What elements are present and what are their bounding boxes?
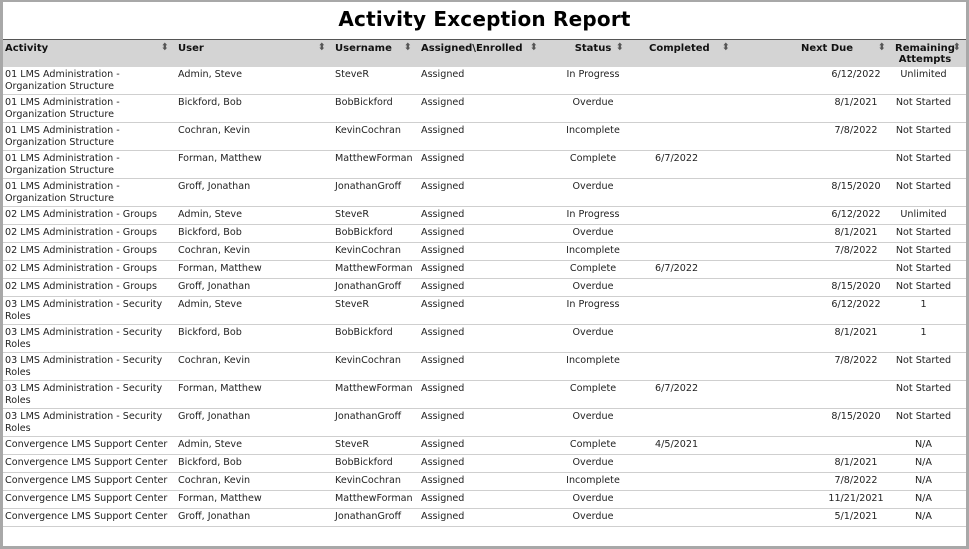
- cell-username: JonathanGroff: [333, 509, 419, 527]
- cell-remaining: Unlimited: [893, 67, 966, 95]
- cell-remaining: N/A: [893, 509, 966, 527]
- cell-user: Cochran, Kevin: [176, 473, 333, 491]
- cell-assigned: Assigned: [419, 179, 545, 207]
- cell-username: SteveR: [333, 207, 419, 225]
- column-header-completed[interactable]: Completed ⬍: [641, 40, 761, 67]
- table-row[interactable]: [3, 455, 966, 473]
- cell-status: Overdue: [545, 509, 641, 527]
- column-header-activity[interactable]: Activity ⬍: [3, 40, 176, 67]
- cell-status: Complete: [545, 437, 641, 455]
- cell-user: Admin, Steve: [176, 207, 333, 225]
- cell-status: Overdue: [545, 95, 641, 123]
- cell-assigned: Assigned: [419, 437, 545, 455]
- cell-activity: 02 LMS Administration - Groups: [3, 243, 176, 261]
- cell-assigned: Assigned: [419, 225, 545, 243]
- sort-updown-icon[interactable]: ⬍: [161, 42, 169, 54]
- cell-username: MatthewForman: [333, 491, 419, 509]
- cell-activity: 03 LMS Administration - Security Roles: [3, 325, 176, 353]
- cell-remaining: Not Started: [893, 225, 966, 243]
- cell-next-due: 8/15/2020: [761, 409, 893, 437]
- cell-status: Overdue: [545, 409, 641, 437]
- table-row[interactable]: [3, 243, 966, 261]
- cell-user: Admin, Steve: [176, 67, 333, 95]
- cell-username: JonathanGroff: [333, 279, 419, 297]
- cell-user: Groff, Jonathan: [176, 509, 333, 527]
- cell-user: Forman, Matthew: [176, 151, 333, 179]
- cell-completed: [641, 491, 761, 509]
- cell-remaining: N/A: [893, 437, 966, 455]
- cell-username: SteveR: [333, 67, 419, 95]
- cell-next-due: 8/15/2020: [761, 179, 893, 207]
- cell-user: Cochran, Kevin: [176, 353, 333, 381]
- cell-username: BobBickford: [333, 95, 419, 123]
- cell-next-due: 7/8/2022: [761, 243, 893, 261]
- cell-user: Groff, Jonathan: [176, 179, 333, 207]
- cell-username: MatthewForman: [333, 151, 419, 179]
- cell-next-due: [761, 381, 893, 409]
- cell-username: KevinCochran: [333, 123, 419, 151]
- cell-activity: 01 LMS Administration - Organization Structure: [3, 179, 176, 207]
- table-row[interactable]: [3, 509, 966, 527]
- cell-username: BobBickford: [333, 325, 419, 353]
- table-row[interactable]: [3, 381, 966, 409]
- cell-status: Overdue: [545, 325, 641, 353]
- cell-status: Incomplete: [545, 243, 641, 261]
- cell-completed: [641, 225, 761, 243]
- cell-username: SteveR: [333, 437, 419, 455]
- cell-status: In Progress: [545, 207, 641, 225]
- cell-remaining: Not Started: [893, 179, 966, 207]
- cell-completed: [641, 455, 761, 473]
- cell-completed: [641, 473, 761, 491]
- cell-completed: 6/7/2022: [641, 261, 761, 279]
- cell-activity: 02 LMS Administration - Groups: [3, 279, 176, 297]
- cell-activity: Convergence LMS Support Center: [3, 437, 176, 455]
- cell-next-due: 7/8/2022: [761, 473, 893, 491]
- table-row[interactable]: [3, 95, 966, 123]
- cell-assigned: Assigned: [419, 261, 545, 279]
- cell-remaining: Not Started: [893, 353, 966, 381]
- cell-assigned: Assigned: [419, 95, 545, 123]
- table-row[interactable]: [3, 261, 966, 279]
- cell-status: Incomplete: [545, 353, 641, 381]
- cell-completed: [641, 95, 761, 123]
- cell-user: Bickford, Bob: [176, 95, 333, 123]
- cell-next-due: 8/15/2020: [761, 279, 893, 297]
- sort-updown-icon[interactable]: ⬍: [318, 42, 326, 54]
- cell-user: Cochran, Kevin: [176, 243, 333, 261]
- cell-assigned: Assigned: [419, 297, 545, 325]
- cell-activity: 02 LMS Administration - Groups: [3, 261, 176, 279]
- cell-completed: [641, 409, 761, 437]
- table-row[interactable]: [3, 325, 966, 353]
- cell-next-due: 6/12/2022: [761, 297, 893, 325]
- cell-assigned: Assigned: [419, 207, 545, 225]
- cell-activity: Convergence LMS Support Center: [3, 509, 176, 527]
- cell-assigned: Assigned: [419, 455, 545, 473]
- table-row[interactable]: [3, 179, 966, 207]
- cell-next-due: 6/12/2022: [761, 67, 893, 95]
- cell-status: Overdue: [545, 179, 641, 207]
- table-row[interactable]: [3, 123, 966, 151]
- cell-completed: [641, 509, 761, 527]
- cell-activity: Convergence LMS Support Center: [3, 473, 176, 491]
- cell-user: Forman, Matthew: [176, 381, 333, 409]
- column-header-username[interactable]: Username ⬍: [333, 40, 419, 67]
- cell-activity: 01 LMS Administration - Organization Structure: [3, 151, 176, 179]
- cell-remaining: Not Started: [893, 95, 966, 123]
- cell-user: Bickford, Bob: [176, 325, 333, 353]
- cell-remaining: Not Started: [893, 123, 966, 151]
- report-title: Activity Exception Report: [338, 7, 631, 31]
- column-header-next-due[interactable]: Next Due ⬍: [761, 40, 893, 67]
- cell-user: Bickford, Bob: [176, 225, 333, 243]
- cell-completed: [641, 207, 761, 225]
- table-row[interactable]: [3, 297, 966, 325]
- cell-status: Incomplete: [545, 123, 641, 151]
- cell-activity: 03 LMS Administration - Security Roles: [3, 381, 176, 409]
- cell-status: In Progress: [545, 67, 641, 95]
- cell-completed: [641, 297, 761, 325]
- table-row[interactable]: [3, 207, 966, 225]
- cell-status: Overdue: [545, 225, 641, 243]
- cell-username: SteveR: [333, 297, 419, 325]
- cell-username: BobBickford: [333, 225, 419, 243]
- cell-activity: 01 LMS Administration - Organization Structure: [3, 67, 176, 95]
- cell-next-due: 7/8/2022: [761, 123, 893, 151]
- cell-next-due: 8/1/2021: [761, 455, 893, 473]
- cell-next-due: 8/1/2021: [761, 95, 893, 123]
- cell-activity: Convergence LMS Support Center: [3, 455, 176, 473]
- cell-activity: Convergence LMS Support Center: [3, 491, 176, 509]
- table-header-row: [3, 40, 966, 67]
- cell-next-due: 8/1/2021: [761, 325, 893, 353]
- table-row[interactable]: [3, 67, 966, 95]
- cell-activity: 02 LMS Administration - Groups: [3, 207, 176, 225]
- activity-exception-table: [3, 39, 966, 527]
- sort-updown-icon[interactable]: ⬍: [616, 42, 624, 54]
- cell-assigned: Assigned: [419, 353, 545, 381]
- cell-remaining: N/A: [893, 455, 966, 473]
- sort-updown-icon[interactable]: ⬍: [722, 42, 730, 54]
- cell-next-due: [761, 261, 893, 279]
- cell-next-due: 8/1/2021: [761, 225, 893, 243]
- cell-activity: 01 LMS Administration - Organization Structure: [3, 123, 176, 151]
- cell-status: Overdue: [545, 279, 641, 297]
- cell-assigned: Assigned: [419, 325, 545, 353]
- table-row[interactable]: [3, 473, 966, 491]
- cell-username: MatthewForman: [333, 381, 419, 409]
- cell-next-due: 7/8/2022: [761, 353, 893, 381]
- cell-status: Overdue: [545, 491, 641, 509]
- cell-status: Incomplete: [545, 473, 641, 491]
- cell-remaining: Not Started: [893, 381, 966, 409]
- cell-username: MatthewForman: [333, 261, 419, 279]
- cell-status: Overdue: [545, 455, 641, 473]
- cell-username: KevinCochran: [333, 473, 419, 491]
- cell-completed: [641, 325, 761, 353]
- cell-remaining: N/A: [893, 491, 966, 509]
- cell-user: Cochran, Kevin: [176, 123, 333, 151]
- cell-completed: [641, 123, 761, 151]
- cell-username: JonathanGroff: [333, 179, 419, 207]
- cell-username: KevinCochran: [333, 353, 419, 381]
- cell-username: JonathanGroff: [333, 409, 419, 437]
- cell-next-due: [761, 437, 893, 455]
- cell-user: Groff, Jonathan: [176, 279, 333, 297]
- cell-status: Complete: [545, 151, 641, 179]
- column-header-assigned-enrolled[interactable]: Assigned\Enrolled ⬍: [419, 40, 545, 67]
- cell-status: In Progress: [545, 297, 641, 325]
- cell-completed: [641, 243, 761, 261]
- cell-completed: [641, 179, 761, 207]
- cell-next-due: 5/1/2021: [761, 509, 893, 527]
- table-row[interactable]: [3, 151, 966, 179]
- cell-activity: 03 LMS Administration - Security Roles: [3, 297, 176, 325]
- cell-username: KevinCochran: [333, 243, 419, 261]
- cell-username: BobBickford: [333, 455, 419, 473]
- cell-remaining: Not Started: [893, 409, 966, 437]
- cell-remaining: Not Started: [893, 261, 966, 279]
- cell-next-due: [761, 151, 893, 179]
- cell-assigned: Assigned: [419, 67, 545, 95]
- cell-assigned: Assigned: [419, 151, 545, 179]
- sort-updown-icon[interactable]: ⬍: [404, 42, 412, 54]
- cell-user: Forman, Matthew: [176, 261, 333, 279]
- cell-assigned: Assigned: [419, 409, 545, 437]
- table-row[interactable]: [3, 279, 966, 297]
- cell-activity: 01 LMS Administration - Organization Structure: [3, 95, 176, 123]
- cell-activity: 03 LMS Administration - Security Roles: [3, 409, 176, 437]
- table-row[interactable]: [3, 353, 966, 381]
- cell-status: Complete: [545, 381, 641, 409]
- column-header-remaining-attempts[interactable]: Remaining Attempts ⬍: [893, 40, 966, 67]
- cell-user: Groff, Jonathan: [176, 409, 333, 437]
- cell-remaining: Not Started: [893, 243, 966, 261]
- sort-updown-icon[interactable]: ⬍: [878, 42, 886, 54]
- cell-completed: [641, 279, 761, 297]
- cell-activity: 02 LMS Administration - Groups: [3, 225, 176, 243]
- cell-assigned: Assigned: [419, 509, 545, 527]
- cell-remaining: 1: [893, 297, 966, 325]
- column-header-status[interactable]: Status ⬍: [545, 40, 641, 67]
- cell-completed: [641, 353, 761, 381]
- cell-assigned: Assigned: [419, 381, 545, 409]
- cell-status: Complete: [545, 261, 641, 279]
- cell-completed: 6/7/2022: [641, 151, 761, 179]
- table-row[interactable]: [3, 225, 966, 243]
- cell-assigned: Assigned: [419, 473, 545, 491]
- sort-updown-icon[interactable]: ⬍: [530, 42, 538, 54]
- cell-remaining: Not Started: [893, 279, 966, 297]
- cell-completed: 6/7/2022: [641, 381, 761, 409]
- cell-remaining: N/A: [893, 473, 966, 491]
- cell-next-due: 11/21/2021: [761, 491, 893, 509]
- cell-remaining: Unlimited: [893, 207, 966, 225]
- cell-assigned: Assigned: [419, 123, 545, 151]
- cell-activity: 03 LMS Administration - Security Roles: [3, 353, 176, 381]
- cell-completed: 4/5/2021: [641, 437, 761, 455]
- cell-assigned: Assigned: [419, 279, 545, 297]
- cell-user: Forman, Matthew: [176, 491, 333, 509]
- cell-assigned: Assigned: [419, 491, 545, 509]
- cell-user: Bickford, Bob: [176, 455, 333, 473]
- table-row[interactable]: [3, 437, 966, 455]
- cell-remaining: 1: [893, 325, 966, 353]
- cell-assigned: Assigned: [419, 243, 545, 261]
- cell-user: Admin, Steve: [176, 297, 333, 325]
- table-row[interactable]: [3, 491, 966, 509]
- sort-updown-icon[interactable]: ⬍: [953, 42, 961, 54]
- cell-remaining: Not Started: [893, 151, 966, 179]
- table-row[interactable]: [3, 409, 966, 437]
- cell-next-due: 6/12/2022: [761, 207, 893, 225]
- cell-completed: [641, 67, 761, 95]
- column-header-user[interactable]: User ⬍: [176, 40, 333, 67]
- cell-user: Admin, Steve: [176, 437, 333, 455]
